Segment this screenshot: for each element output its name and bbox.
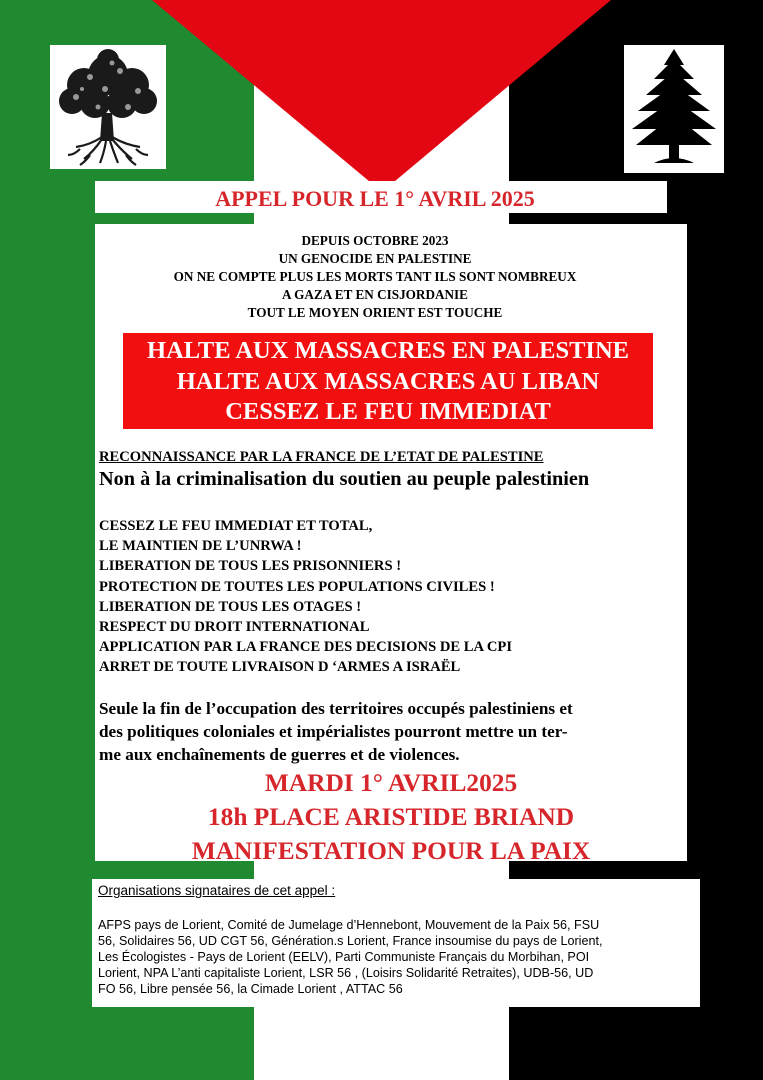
banner-line: CESSEZ LE FEU IMMEDIAT xyxy=(225,398,551,425)
organisations-line: 56, Solidaires 56, UD CGT 56, Génération.s Lorient, France insoumise du pays de Lorient, xyxy=(98,934,603,948)
demand-item: LIBERATION DE TOUS LES OTAGES ! xyxy=(99,598,362,615)
cedar-tree-logo xyxy=(624,45,724,173)
organisations-heading xyxy=(98,883,335,898)
demand-item: ARRET DE TOUTE LIVRAISON D ‘ARMES A ISRAËL xyxy=(99,659,461,676)
organisations-heading-colon: : xyxy=(327,883,336,898)
demand-item: PROTECTION DE TOUTES LES POPULATIONS CIVILES ! xyxy=(99,578,495,595)
demand-item: APPLICATION PAR LA FRANCE DES DECISIONS DE LA CPI xyxy=(99,639,513,656)
olive-tree-logo xyxy=(50,45,166,169)
paragraph-line: me aux enchaînements de guerres et de violences. xyxy=(99,745,460,764)
intro-line: ON NE COMPTE PLUS LES MORTS TANT ILS SONT NOMBREUX xyxy=(173,269,577,284)
event-date: MARDI 1° AVRIL2025 xyxy=(264,769,518,797)
organisations-line: Les Écologistes - Pays de Lorient (EELV), Parti Communiste Français du Morbihan, POI xyxy=(98,950,590,964)
intro-line: TOUT LE MOYEN ORIENT EST TOUCHE xyxy=(247,305,503,320)
organisations-line: Lorient, NPA L’anti capitaliste Lorient, LSR 56 , (Loisirs Solidarité Retraites), UDB-56, UD xyxy=(98,966,594,980)
halt-massacres-banner xyxy=(123,333,653,429)
organisations-line: AFPS pays de Lorient, Comité de Jumelage d’Hennebont, Mouvement de la Paix 56, FSU xyxy=(98,918,600,932)
occupation-paragraph xyxy=(99,697,666,766)
event-place: 18h PLACE ARISTIDE BRIAND xyxy=(207,803,575,831)
organisations-heading-text: Organisations signataires de cet appel xyxy=(98,883,328,898)
paragraph-line: Seule la fin de l’occupation des territoires occupés palestiniens et xyxy=(99,699,573,718)
demand-item: CESSEZ LE FEU IMMEDIAT ET TOTAL, xyxy=(99,518,373,534)
organisations-list xyxy=(98,917,676,997)
olive-tree-icon xyxy=(50,45,166,169)
recognition-heading: RECONNAISSANCE PAR LA FRANCE DE L’ETAT DE PALESTINE xyxy=(99,449,544,465)
demand-item: RESPECT DU DROIT INTERNATIONAL xyxy=(99,619,370,636)
event-title: MANIFESTATION POUR LA PAIX xyxy=(191,837,591,865)
organisations-line: FO 56, Libre pensée 56, la Cimade Lorient , ATTAC 56 xyxy=(98,982,403,996)
intro-line: DEPUIS OCTOBRE 2023 xyxy=(301,233,449,248)
intro-text xyxy=(115,232,635,322)
demands-list xyxy=(99,516,512,678)
demand-item: LIBERATION DE TOUS LES PRISONNIERS ! xyxy=(99,558,402,575)
intro-line: UN GENOCIDE EN PALESTINE xyxy=(278,251,472,266)
intro-line: A GAZA ET EN CISJORDANIE xyxy=(282,287,468,302)
event-details xyxy=(95,766,687,868)
cedar-tree-icon xyxy=(624,45,724,173)
non-criminalisation-line: Non à la criminalisation du soutien au peuple palestinien xyxy=(99,468,590,490)
demand-item: LE MAINTIEN DE L’UNRWA ! xyxy=(99,538,302,555)
appeal-title: APPEL POUR LE 1° AVRIL 2025 xyxy=(215,186,535,211)
banner-line: HALTE AUX MASSACRES AU LIBAN xyxy=(176,367,600,395)
banner-line: HALTE AUX MASSACRES EN PALESTINE xyxy=(147,337,629,364)
paragraph-line: des politiques coloniales et impérialistes pourront mettre un ter- xyxy=(99,722,568,741)
